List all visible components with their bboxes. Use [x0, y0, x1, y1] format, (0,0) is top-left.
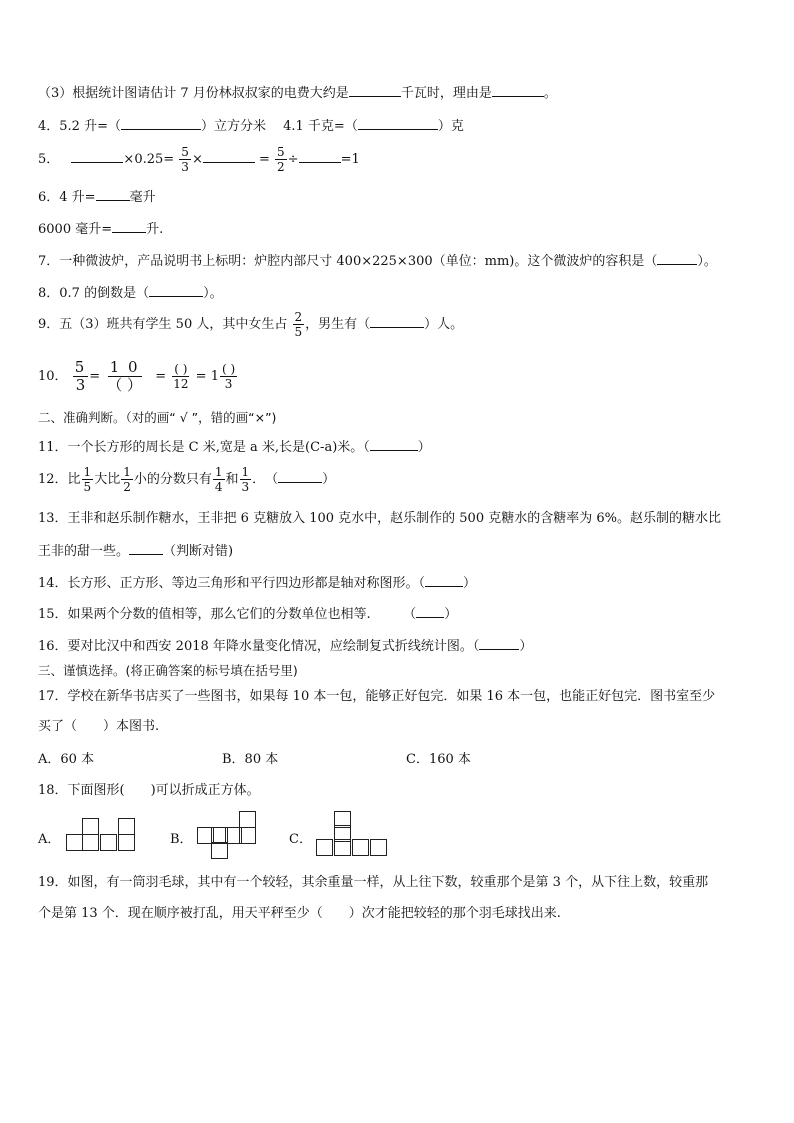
question-19-line2: 个是第 13 个．现在顺序被打乱，用天平秤至少（ ）次才能把较轻的那个羽毛球找出来. [38, 906, 561, 921]
q6-text-b: 毫升 [129, 190, 156, 205]
q18-option-c-label[interactable]: C． [289, 832, 312, 847]
q12-text-f: ） [322, 472, 336, 487]
net-square [66, 834, 83, 851]
q8-text-a: 8．0.7 的倒数是（ [38, 286, 150, 301]
denominator: 2 [277, 160, 285, 174]
question-12 [38, 463, 335, 497]
q3-text-b: 千瓦时，理由是 [400, 86, 492, 101]
question-19-line1: 19．如图，有一筒羽毛球，其中有一个较轻，其余重量一样，从上往下数，较重那个是第 3 个，从下往上数，较重那 [38, 875, 709, 890]
q5-eq: = [258, 152, 270, 167]
q10-eq: = [89, 369, 101, 384]
q10-label: 10． [38, 369, 68, 384]
q18-option-a-net[interactable] [66, 818, 136, 852]
answer-denominator[interactable]: （ ） [107, 376, 143, 394]
net-square [118, 834, 135, 851]
q12-text-c: 小的分数只有 [133, 472, 212, 487]
answer-blank[interactable] [358, 117, 438, 130]
answer-blank[interactable] [299, 150, 341, 163]
q6-text-c: 6000 毫升= [38, 222, 113, 237]
answer-blank[interactable] [71, 150, 123, 163]
q16-text-a: 16．要对比汉中和西安 2018 年降水量变化情况，应绘制复式折线统计图。（ [38, 639, 480, 654]
question-11 [38, 438, 431, 456]
numerator: 1 [123, 465, 131, 479]
net-square [82, 834, 99, 851]
q4-text-a: 4．5.2 升=（ [38, 119, 121, 134]
q4-text-b: ）立方分米 4.1 千克=（ [200, 119, 358, 134]
fraction [105, 360, 144, 393]
numerator: 5 [277, 145, 285, 159]
q13-text-b: （判断对错) [163, 544, 234, 559]
q5-times: × [191, 152, 203, 167]
q18-option-a-label[interactable]: A． [38, 832, 61, 847]
numerator: 1 [214, 465, 223, 479]
net-square [239, 827, 256, 844]
q14-text-a: 14．长方形、正方形、等边三角形和平行四边形都是轴对称图形。（ [38, 576, 426, 591]
answer-blank[interactable] [96, 188, 130, 201]
denominator: 3 [75, 376, 86, 394]
q10-eq2: = [155, 369, 167, 384]
question-7 [38, 252, 717, 270]
answer-blank[interactable] [278, 470, 322, 483]
answer-blank[interactable] [657, 252, 697, 265]
q11-text-a: 11．一个长方形的周长是 C 米,宽是 a 米,长是(C-a)米。（ [38, 440, 370, 455]
denominator: 5 [294, 325, 303, 339]
question-6-line2 [38, 220, 163, 238]
q9-text-c: ）人。 [424, 317, 464, 332]
answer-blank[interactable] [121, 117, 201, 130]
net-square [239, 811, 256, 828]
fraction [171, 363, 190, 390]
answer-blank[interactable] [416, 605, 444, 618]
q8-text-b: ）。 [203, 286, 223, 301]
fraction [220, 363, 237, 390]
answer-blank[interactable] [203, 150, 255, 163]
question-15 [38, 605, 457, 623]
q12-text-b: 大比 [94, 472, 121, 487]
net-square [118, 818, 135, 835]
fraction [121, 466, 133, 493]
fraction [179, 146, 191, 173]
q17-option-c[interactable]: C．160 本 [406, 752, 471, 767]
question-8 [38, 284, 223, 302]
question-4 [38, 117, 464, 135]
q5-div: ÷ [287, 152, 299, 167]
fraction [293, 311, 305, 338]
q9-text-b: ，男生有（ [305, 317, 371, 332]
q15-text-b: ） [444, 607, 458, 622]
question-16 [38, 637, 532, 655]
q9-text-a: 9．五（3）班共有学生 50 人，其中女生占 [38, 317, 288, 332]
question-5 [38, 145, 360, 175]
answer-blank[interactable] [370, 438, 418, 451]
q12-text-e: ． （ [252, 472, 279, 487]
q18-option-c-net[interactable] [316, 811, 388, 857]
net-square [82, 818, 99, 835]
numerator: 1 [83, 465, 92, 479]
section-2-heading: 二、准确判断。（对的画“ √ ”，错的画“×”) [38, 410, 277, 425]
denominator: 3 [241, 480, 250, 494]
question-13-line1: 13．王非和赵乐制作糖水，王非把 6 克糖放入 100 克水中，赵乐制作的 500 克糖水的含糖率为 6%。赵乐制的糖水比 [38, 511, 721, 526]
question-6 [38, 188, 156, 206]
fraction [82, 466, 94, 493]
q5-text: ×0.25= [123, 152, 175, 167]
answer-blank[interactable] [129, 542, 163, 555]
net-square [316, 839, 333, 856]
q17-option-a[interactable]: A．60 本 [38, 752, 95, 767]
answer-blank[interactable] [479, 637, 519, 650]
denominator: 12 [173, 377, 189, 391]
q3-text-a: （3）根据统计图请估计 7 月份林叔叔家的电费大约是 [38, 86, 349, 101]
q4-text-c: ）克 [437, 119, 464, 134]
net-square [370, 839, 387, 856]
q12-text-a: 12．比 [38, 472, 81, 487]
answer-blank[interactable] [492, 84, 544, 97]
q10-eq3: = 1 [195, 369, 219, 384]
fraction [213, 466, 225, 493]
q5-label: 5． [38, 152, 60, 167]
numerator: 1 0 [109, 358, 140, 376]
denominator: 3 [224, 377, 233, 391]
net-square [211, 842, 228, 859]
numerator: 5 [181, 145, 189, 159]
q13-text-a: 王非的甜一些。 [38, 544, 130, 559]
answer-numerator[interactable]: ( ) [221, 362, 236, 376]
q18-option-b-net[interactable] [197, 811, 257, 859]
question-9 [38, 310, 463, 340]
answer-numerator[interactable]: ( ) [174, 362, 188, 376]
net-square [334, 839, 351, 856]
question-10 [38, 357, 238, 397]
question-13-line2 [38, 542, 233, 560]
numerator: 1 [241, 465, 250, 479]
answer-blank[interactable] [425, 574, 463, 587]
fraction [240, 466, 252, 493]
question-17-line1: 17．学校在新华书店买了一些图书，如果每 10 本一包，能够正好包完．如果 16 本一包，也能正好包完．图书室至少 [38, 689, 716, 704]
question-17-line2: 买了（ ）本图书. [38, 719, 160, 734]
q12-text-d: 和 [225, 472, 239, 487]
section-3-heading: 三、谨慎选择。(将正确答案的标号填在括号里) [38, 663, 298, 678]
denominator: 5 [83, 480, 92, 494]
q6-text-d: 升. [146, 222, 164, 237]
q3-text-c: 。 [543, 86, 557, 101]
net-square [352, 839, 369, 856]
q16-text-b: ） [519, 639, 533, 654]
numerator: 2 [294, 310, 303, 324]
q17-option-b[interactable]: B．80 本 [222, 752, 279, 767]
fraction [73, 360, 89, 393]
net-square [100, 834, 117, 851]
q7-text: 7．一种微波炉，产品说明书上标明：炉腔内部尺寸 400×225×300（单位：mm)。这个微波炉的容积是（ [38, 254, 658, 269]
denominator: 2 [123, 480, 131, 494]
q6-text-a: 6．4 升= [38, 190, 96, 205]
q14-text-b: ） [463, 576, 477, 591]
question-14 [38, 574, 476, 592]
denominator: 4 [214, 480, 223, 494]
q5-eq1: =1 [340, 152, 360, 167]
q15-text-a: 15．如果两个分数的值相等，那么它们的分数单位也相等. （ [38, 607, 417, 622]
fraction [275, 146, 287, 173]
numerator: 5 [74, 358, 87, 376]
q3-sub-question [38, 84, 557, 102]
denominator: 3 [181, 160, 189, 174]
answer-blank[interactable] [370, 315, 424, 328]
q18-option-b-label[interactable]: B． [170, 832, 193, 847]
question-18: 18．下面图形( )可以折成正方体。 [38, 783, 260, 798]
answer-blank[interactable] [112, 220, 146, 233]
q7-end: ）。 [697, 254, 717, 269]
answer-blank[interactable] [149, 284, 203, 297]
q11-text-b: ） [417, 440, 431, 455]
answer-blank[interactable] [349, 84, 401, 97]
